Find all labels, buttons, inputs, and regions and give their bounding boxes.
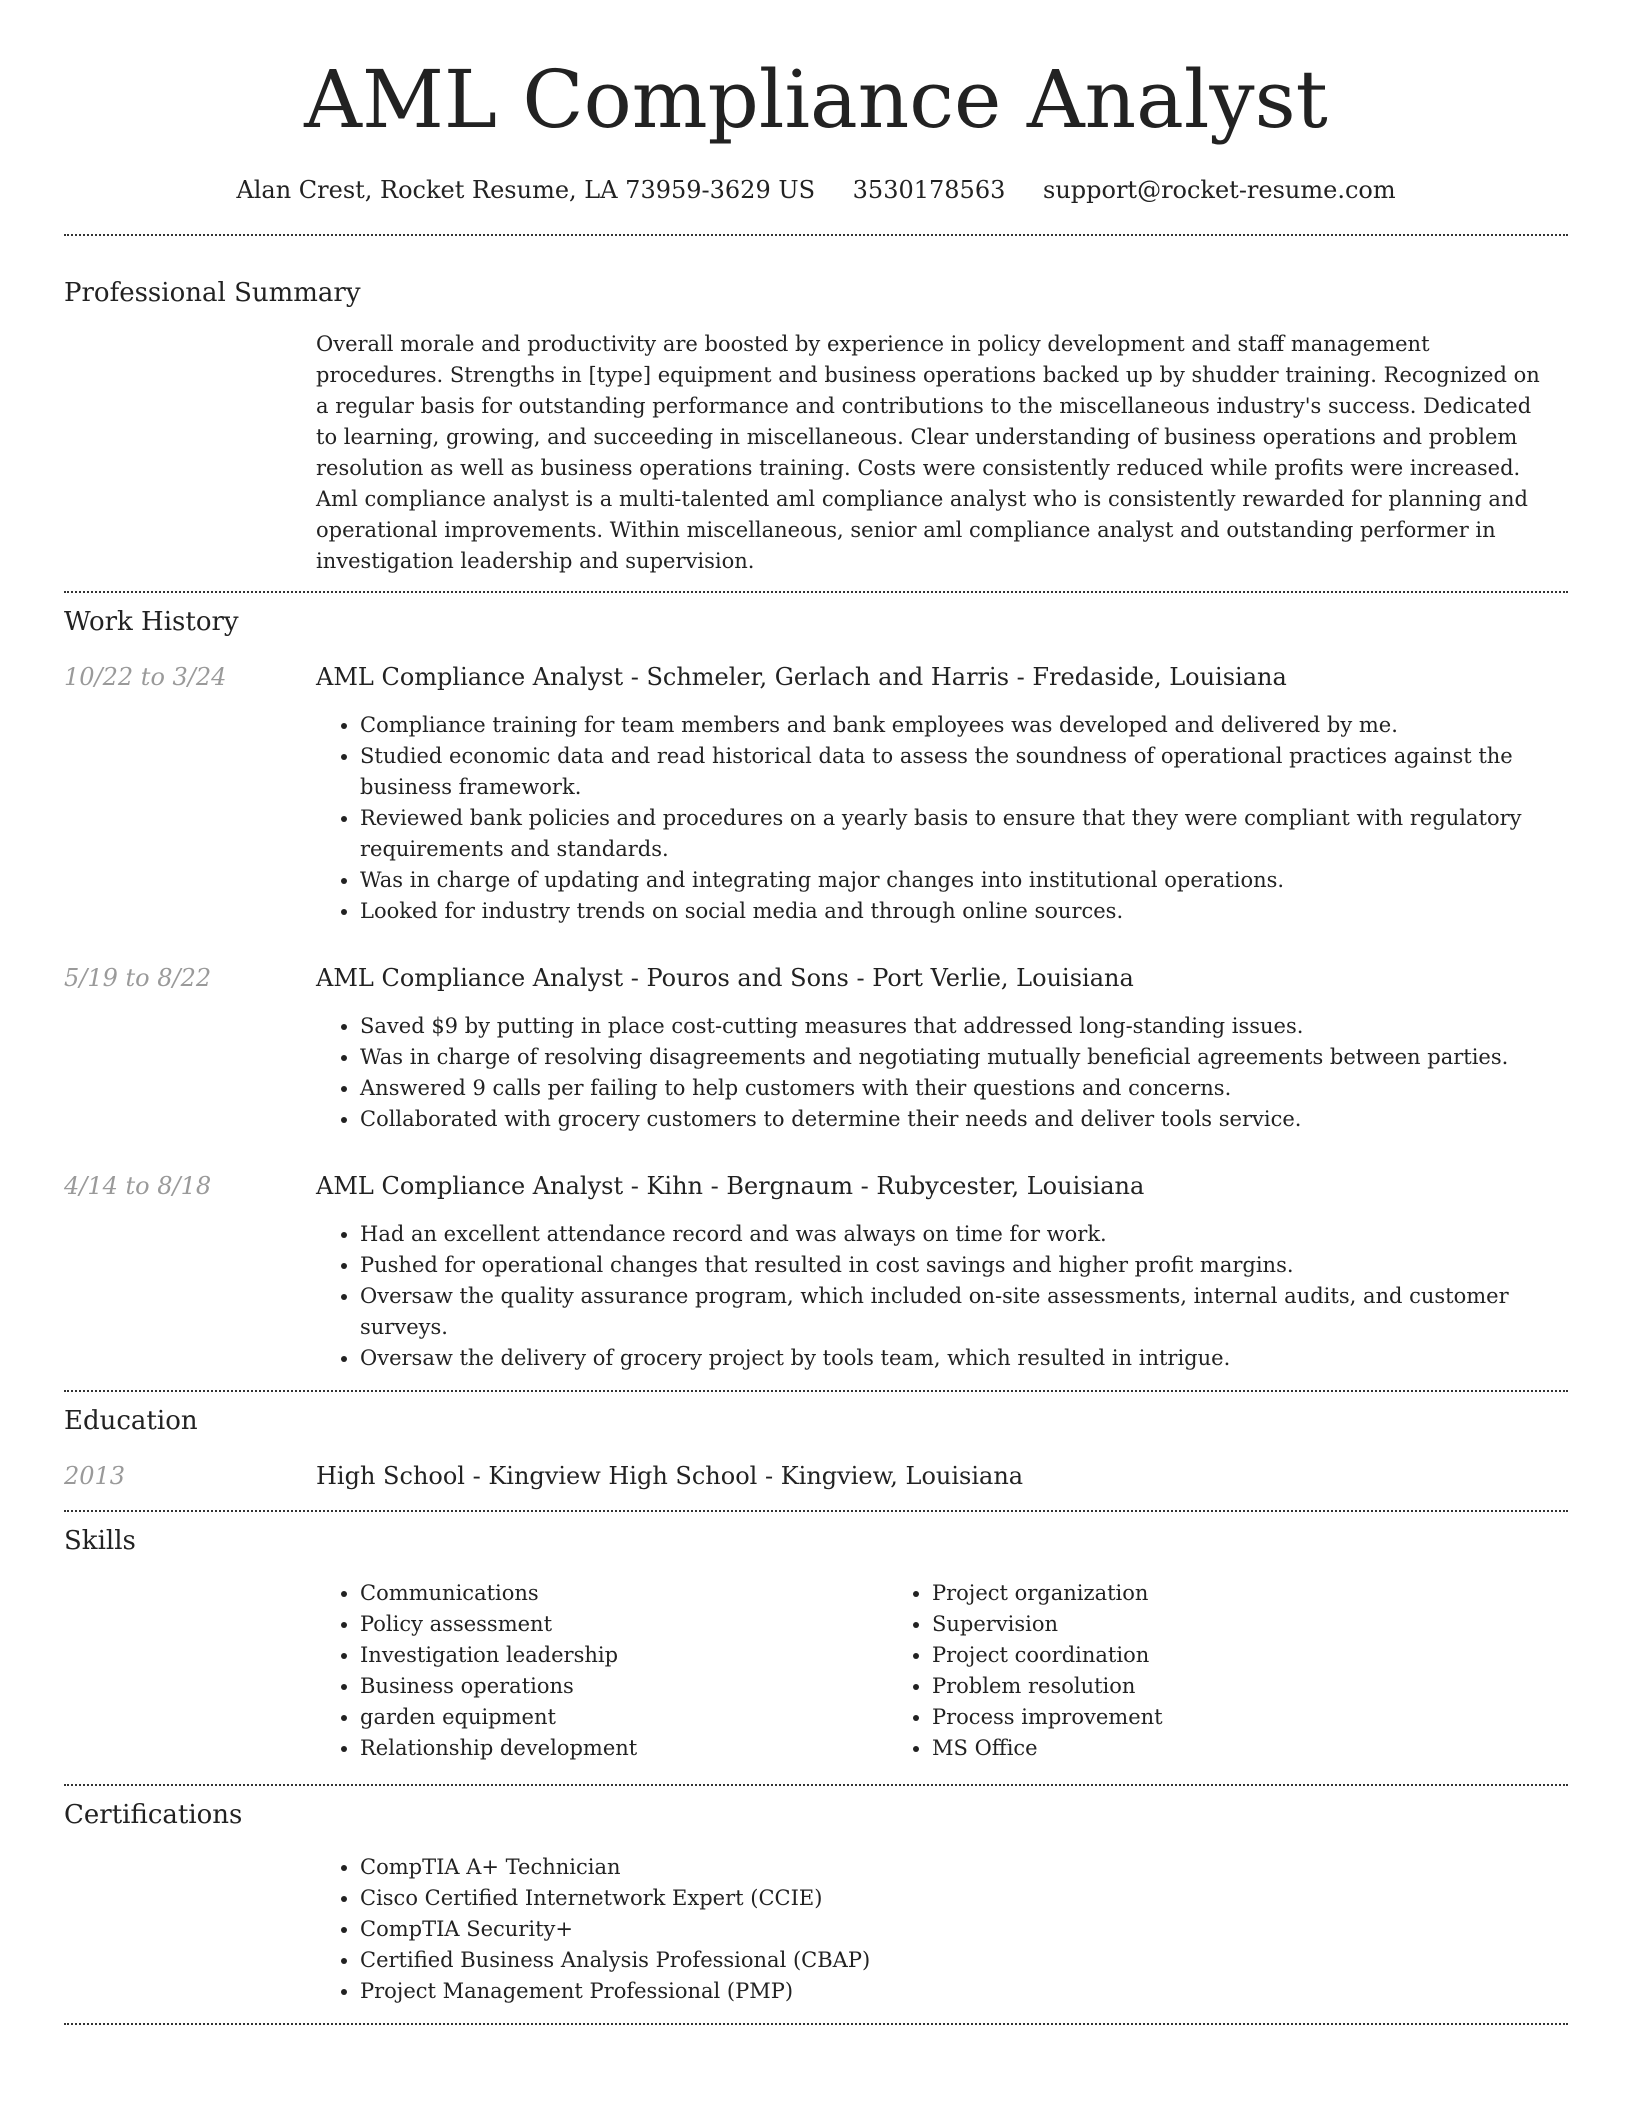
- resume-header: [64, 0, 1568, 206]
- contact-phone: 3530178563: [852, 176, 1006, 204]
- summary-title: Professional Summary: [64, 278, 361, 308]
- skills-list-left: [316, 1578, 888, 1764]
- list-item: • Studied economic data and read historical data to assess the soundness of operational practices against the business framework.: [360, 741, 1568, 803]
- job-entry: [64, 661, 1568, 927]
- list-item: • garden equipment: [360, 1702, 888, 1733]
- work-history-section: [64, 593, 1568, 1390]
- education-section: [64, 1392, 1568, 1510]
- work-history-title: Work History: [64, 607, 239, 637]
- list-item: • Was in charge of resolving disagreements and negotiating mutually beneficial agreements between parties.: [360, 1042, 1568, 1073]
- list-item: • Looked for industry trends on social media and through online sources.: [360, 896, 1568, 927]
- job-bullets: [316, 1011, 1568, 1135]
- education-year: 2013: [64, 1462, 126, 1490]
- list-item: • Problem resolution: [932, 1671, 1460, 1702]
- skills-grid: [316, 1578, 1568, 1764]
- list-item: • Pushed for operational changes that resulted in cost savings and higher profit margins.: [360, 1250, 1568, 1281]
- certifications-section: [64, 1786, 1568, 2023]
- job-entry: [64, 1170, 1568, 1374]
- list-item: • Collaborated with grocery customers to determine their needs and deliver tools service.: [360, 1104, 1568, 1135]
- contact-line: [64, 174, 1568, 206]
- list-item: • Reviewed bank policies and procedures on a yearly basis to ensure that they were compliant with regulatory requirements and standards.: [360, 803, 1568, 865]
- list-item: • Oversaw the delivery of grocery project by tools team, which resulted in intrigue.: [360, 1343, 1568, 1374]
- job-bullets: [316, 710, 1568, 927]
- skills-title: Skills: [64, 1526, 136, 1556]
- list-item: • Was in charge of updating and integrating major changes into institutional operations.: [360, 865, 1568, 896]
- list-item: • Business operations: [360, 1671, 888, 1702]
- list-item: • Supervision: [932, 1609, 1460, 1640]
- job-dates: 10/22 to 3/24: [64, 663, 227, 691]
- education-heading: High School - Kingview High School - Kingview, Louisiana: [316, 1462, 1024, 1490]
- education-title: Education: [64, 1406, 198, 1436]
- list-item: • CompTIA A+ Technician: [360, 1852, 1568, 1883]
- certifications-title: Certifications: [64, 1800, 243, 1830]
- contact-email: support@rocket-resume.com: [1043, 176, 1396, 204]
- job-dates: 4/14 to 8/18: [64, 1172, 212, 1200]
- skills-section: [64, 1512, 1568, 1784]
- list-item: • Certified Business Analysis Professional (CBAP): [360, 1945, 1568, 1976]
- job-heading: AML Compliance Analyst - Pouros and Sons - Port Verlie, Louisiana: [316, 964, 1134, 992]
- list-item: • Project organization: [932, 1578, 1460, 1609]
- list-item: • Project Management Professional (PMP): [360, 1976, 1568, 2007]
- job-dates: 5/19 to 8/22: [64, 964, 212, 992]
- contact-address: Alan Crest, Rocket Resume, LA 73959-3629 US: [236, 176, 816, 204]
- list-item: • CompTIA Security+: [360, 1914, 1568, 1945]
- list-item: • Answered 9 calls per failing to help customers with their questions and concerns.: [360, 1073, 1568, 1104]
- list-item: • Compliance training for team members and bank employees was developed and delivered by me.: [360, 710, 1568, 741]
- list-item: • Relationship development: [360, 1733, 888, 1764]
- resume-name: AML Compliance Analyst: [304, 53, 1328, 146]
- list-item: • MS Office: [932, 1733, 1460, 1764]
- job-bullets: [316, 1219, 1568, 1374]
- summary-section: [64, 236, 1568, 591]
- list-item: • Project coordination: [932, 1640, 1460, 1671]
- list-item: • Saved $9 by putting in place cost-cutting measures that addressed long-standing issues.: [360, 1011, 1568, 1042]
- list-item: • Cisco Certified Internetwork Expert (CCIE): [360, 1883, 1568, 1914]
- summary-text: Overall morale and productivity are boosted by experience in policy development and staff management procedures. Strengths in [type] equipment and business operations backed up by shudder training. Recognized on a regular basis for outstanding performance and contributions to the miscellaneous industry's success. Dedicated to learning, growing, and succeeding in miscellaneous. Clear understanding of business operations and problem resolution as well as business operations training. Costs were consistently reduced while profits were increased. Aml compliance analyst is a multi-talented aml compliance analyst who is consistently rewarded for planning and operational improvements. Within miscellaneous, senior aml compliance analyst and outstanding performer in investigation leadership and supervision.: [316, 332, 1540, 573]
- education-entry: [64, 1460, 1568, 1492]
- list-item: • Oversaw the quality assurance program, which included on-site assessments, internal audits, and customer surveys.: [360, 1281, 1568, 1343]
- list-item: • Policy assessment: [360, 1609, 888, 1640]
- section-divider: [64, 2023, 1568, 2025]
- list-item: • Investigation leadership: [360, 1640, 888, 1671]
- job-heading: AML Compliance Analyst - Schmeler, Gerlach and Harris - Fredaside, Louisiana: [316, 663, 1287, 691]
- job-entry: [64, 962, 1568, 1135]
- list-item: • Had an excellent attendance record and was always on time for work.: [360, 1219, 1568, 1250]
- job-heading: AML Compliance Analyst - Kihn - Bergnaum - Rubycester, Louisiana: [316, 1172, 1145, 1200]
- skills-list-right: [888, 1578, 1460, 1764]
- certifications-list: [316, 1852, 1568, 2007]
- list-item: • Process improvement: [932, 1702, 1460, 1733]
- list-item: • Communications: [360, 1578, 888, 1609]
